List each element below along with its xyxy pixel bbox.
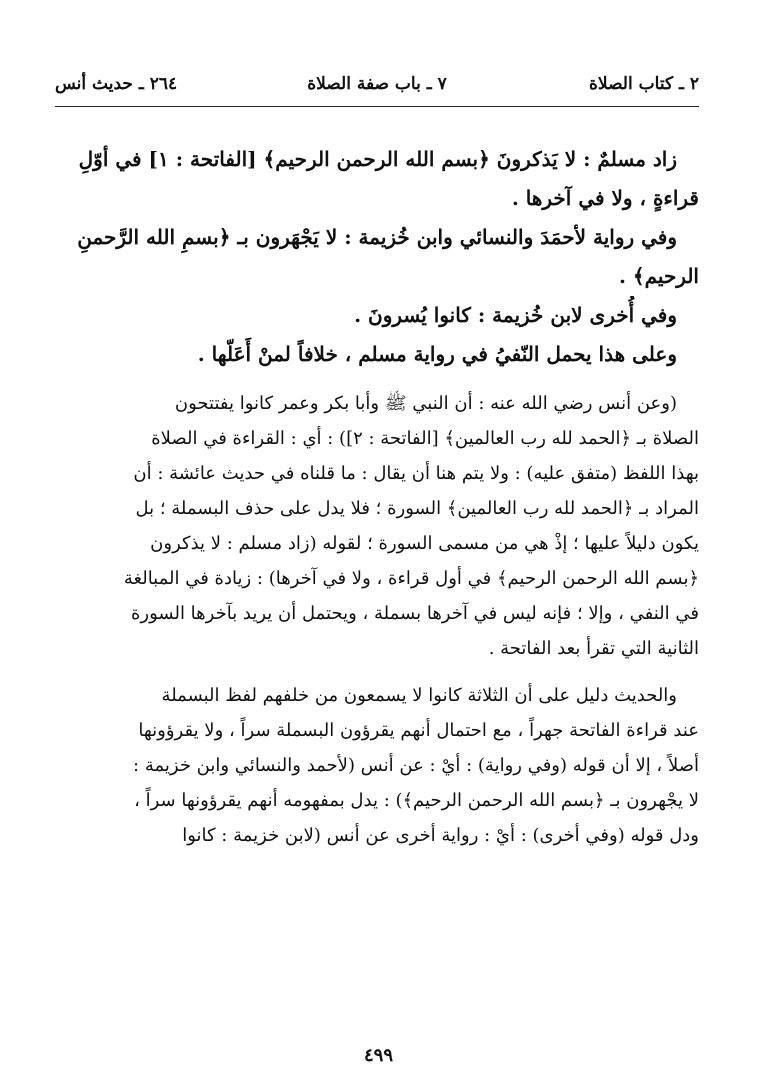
paragraph-commentary-hadith [55, 678, 699, 853]
paragraph-commentary-anas [55, 386, 699, 666]
text-line: المراد بـ ﴿الحمد لله رب العالمين﴾ السورة ؛ فلا يدل على حذف البسملة ؛ بل [135, 498, 699, 519]
paragraph-zad-muslim [55, 140, 699, 218]
text-line: في النفي ، وإلا ؛ فإنه ليس في آخرها بسملة ، ويحتمل أن يريد بآخرها السورة [130, 603, 699, 624]
main-text [55, 140, 699, 853]
text-line: وفي رواية لأحمَدَ والنسائي وابن خُزيمة : لا يَجْهَرون بـ ﴿بسمِ الله الرَّحمنِ [77, 225, 677, 249]
text-line: الرحيم﴾ . [618, 264, 699, 288]
text-line: ودل قوله (وفي أخرى) : أيْ : رواية أخرى عن أنس (لابن خزيمة : كانوا [182, 825, 699, 846]
text-line: عند قراءة الفاتحة جهراً ، مع احتمال أنهم يقرؤون البسملة سراً ، ولا يقرؤونها [138, 720, 699, 741]
text-line: (وعن أنس رضي الله عنه : أن النبي ﷺ وأبا بكر وعمر كانوا يفتتحون [174, 393, 677, 414]
text-line: الصلاة بـ ﴿الحمد لله رب العالمين﴾ [الفاتحة : ٢]) : أي : القراءة في الصلاة [151, 428, 699, 449]
page-number: ٤٩٩ [363, 1045, 393, 1066]
text-line: والحديث دليل على أن الثلاثة كانوا لا يسمعون من خلفهم لفظ البسملة [161, 685, 677, 706]
text-line: الثانية التي تقرأ بعد الفاتحة . [488, 638, 699, 659]
text-line: قراءةٍ ، ولا في آخرها . [511, 186, 699, 210]
text-line: ﴿بسم الله الرحمن الرحيم﴾ في أول قراءة ، ولا في آخرها) : زيادة في المبالغة [123, 568, 699, 589]
text-line: وفي أُخرى لابن خُزيمة : كانوا يُسرونَ . [354, 303, 677, 327]
header-hadith-title: ٢٦٤ ـ حديث أنس [55, 74, 178, 94]
paragraph-nafy [55, 335, 699, 374]
running-header [55, 74, 699, 102]
text-line: بهذا اللفظ (متفق عليه) : ولا يتم هنا أن يقال : ما قلناه في حديث عائشة : أن [133, 463, 699, 484]
header-book-title: ٢ ـ كتاب الصلاة [589, 74, 699, 94]
text-line: لا يجْهرون بـ ﴿بسم الله الرحمن الرحيم﴾) : يدل بمفهومه أنهم يقرؤونها سراً ، [134, 790, 699, 811]
text-line: أصلاً ، إلا أن قوله (وفي رواية) : أيْ : عن أنس (لأحمد والنسائي وابن خزيمة : [133, 755, 699, 776]
header-divider [55, 106, 699, 107]
text-line: زاد مسلمٌ : لا يَذكرونَ ﴿بسم الله الرحمن الرحيم﴾ [الفاتحة : ١] في أوّلِ [78, 147, 677, 171]
paragraph-ahmad-riwaya [55, 218, 699, 296]
paragraph-ibn-khuzayma [55, 296, 699, 335]
text-line: يكون دليلاً عليها ؛ إذْ هي من مسمى السورة ؛ لقوله (زاد مسلم : لا يذكرون [150, 533, 699, 554]
text-line: وعلى هذا يحمل النّفيُ في رواية مسلم ، خلافاً لمنْ أَعَلّها . [197, 342, 677, 366]
header-chapter-title: ٧ ـ باب صفة الصلاة [307, 74, 447, 94]
